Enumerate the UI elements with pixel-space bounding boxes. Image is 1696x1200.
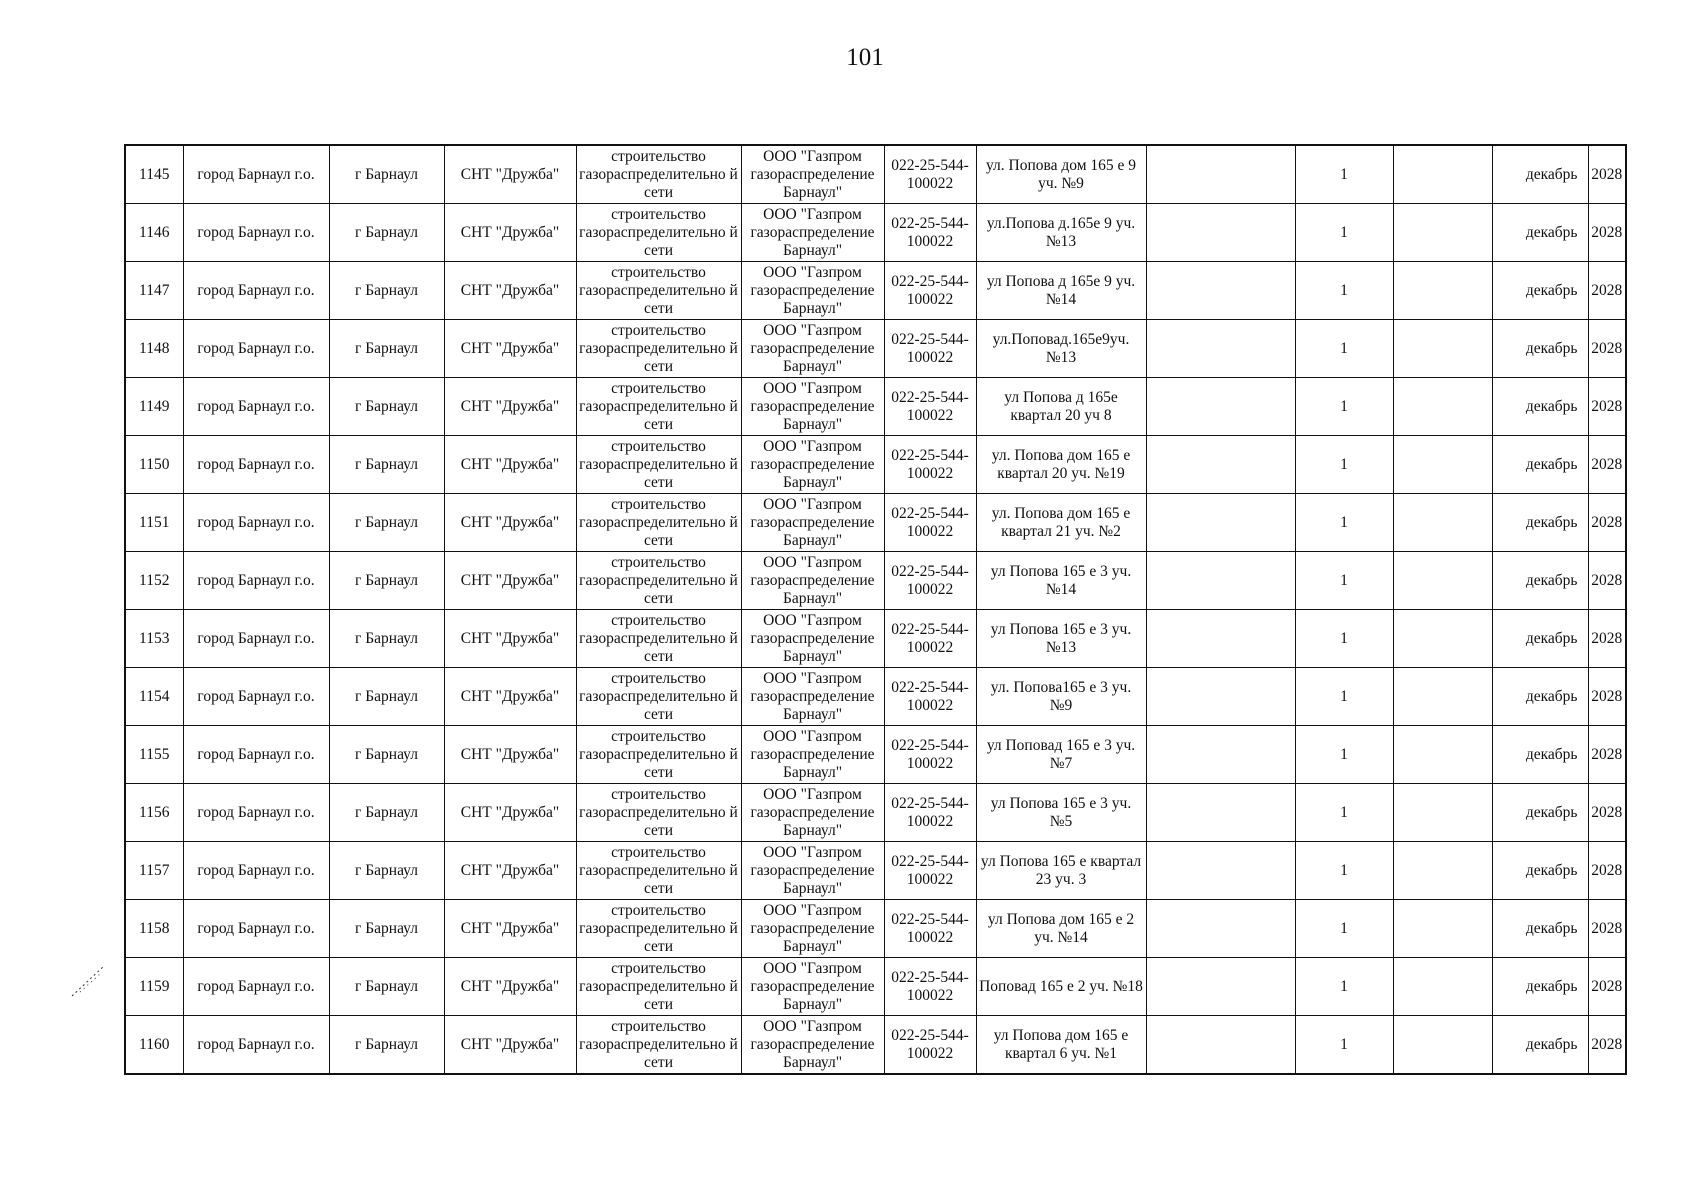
cell-municipality: город Барнаул г.о. xyxy=(183,262,329,320)
cell-quantity: 1 xyxy=(1295,262,1393,320)
cell-quantity: 1 xyxy=(1295,320,1393,378)
cell-code: 022-25-544-100022 xyxy=(884,204,976,262)
cell-year: 2028 xyxy=(1588,900,1626,958)
document-table-container xyxy=(124,144,1627,1075)
cell-work-type: строительство газораспределительно й сети xyxy=(576,610,741,668)
cell-empty-2 xyxy=(1393,610,1492,668)
cell-organization: ООО "Газпром газораспределение Барнаул" xyxy=(741,378,884,436)
cell-address: ул Поповад 165 е 3 уч. №7 xyxy=(976,726,1146,784)
cell-snt: СНТ "Дружба" xyxy=(444,610,576,668)
cell-month: декабрь xyxy=(1492,494,1588,552)
cell-number: 1158 xyxy=(125,900,183,958)
cell-year: 2028 xyxy=(1588,204,1626,262)
cell-empty-1 xyxy=(1146,842,1295,900)
cell-work-type: строительство газораспределительно й сети xyxy=(576,668,741,726)
cell-municipality: город Барнаул г.о. xyxy=(183,1016,329,1075)
cell-organization: ООО "Газпром газораспределение Барнаул" xyxy=(741,668,884,726)
cell-settlement: г Барнаул xyxy=(329,436,444,494)
cell-code: 022-25-544-100022 xyxy=(884,378,976,436)
cell-municipality: город Барнаул г.о. xyxy=(183,668,329,726)
cell-month: декабрь xyxy=(1492,668,1588,726)
cell-address: ул Попова дом 165 е 2 уч. №14 xyxy=(976,900,1146,958)
cell-snt: СНТ "Дружба" xyxy=(444,784,576,842)
cell-address: ул. Попова дом 165 е 9 уч. №9 xyxy=(976,145,1146,204)
cell-snt: СНТ "Дружба" xyxy=(444,1016,576,1075)
cell-number: 1150 xyxy=(125,436,183,494)
cell-address: ул Попова 165 е 3 уч. №5 xyxy=(976,784,1146,842)
table-body xyxy=(125,145,1626,1074)
cell-empty-1 xyxy=(1146,436,1295,494)
cell-empty-2 xyxy=(1393,958,1492,1016)
cell-organization: ООО "Газпром газораспределение Барнаул" xyxy=(741,726,884,784)
cell-code: 022-25-544-100022 xyxy=(884,958,976,1016)
cell-address: ул Попова 165 е квартал 23 уч. 3 xyxy=(976,842,1146,900)
cell-snt: СНТ "Дружба" xyxy=(444,958,576,1016)
cell-settlement: г Барнаул xyxy=(329,784,444,842)
cell-work-type: строительство газораспределительно й сети xyxy=(576,494,741,552)
cell-settlement: г Барнаул xyxy=(329,842,444,900)
table-row xyxy=(125,900,1626,958)
cell-empty-1 xyxy=(1146,1016,1295,1075)
cell-organization: ООО "Газпром газораспределение Барнаул" xyxy=(741,1016,884,1075)
cell-work-type: строительство газораспределительно й сети xyxy=(576,204,741,262)
cell-empty-1 xyxy=(1146,494,1295,552)
cell-empty-1 xyxy=(1146,320,1295,378)
cell-number: 1146 xyxy=(125,204,183,262)
cell-year: 2028 xyxy=(1588,494,1626,552)
table-row xyxy=(125,610,1626,668)
cell-settlement: г Барнаул xyxy=(329,378,444,436)
cell-number: 1159 xyxy=(125,958,183,1016)
cell-work-type: строительство газораспределительно й сети xyxy=(576,436,741,494)
cell-work-type: строительство газораспределительно й сети xyxy=(576,900,741,958)
cell-settlement: г Барнаул xyxy=(329,494,444,552)
cell-number: 1147 xyxy=(125,262,183,320)
cell-month: декабрь xyxy=(1492,1016,1588,1075)
cell-month: декабрь xyxy=(1492,726,1588,784)
cell-snt: СНТ "Дружба" xyxy=(444,378,576,436)
cell-empty-1 xyxy=(1146,552,1295,610)
cell-address: ул. Попова дом 165 е квартал 21 уч. №2 xyxy=(976,494,1146,552)
cell-settlement: г Барнаул xyxy=(329,900,444,958)
cell-municipality: город Барнаул г.о. xyxy=(183,436,329,494)
cell-organization: ООО "Газпром газораспределение Барнаул" xyxy=(741,320,884,378)
page-number: 101 xyxy=(846,44,884,71)
cell-municipality: город Барнаул г.о. xyxy=(183,958,329,1016)
cell-quantity: 1 xyxy=(1295,436,1393,494)
table-row xyxy=(125,262,1626,320)
cell-quantity: 1 xyxy=(1295,726,1393,784)
cell-snt: СНТ "Дружба" xyxy=(444,668,576,726)
cell-work-type: строительство газораспределительно й сети xyxy=(576,378,741,436)
cell-municipality: город Барнаул г.о. xyxy=(183,610,329,668)
cell-empty-2 xyxy=(1393,842,1492,900)
cell-address: ул.Попова д.165е 9 уч. №13 xyxy=(976,204,1146,262)
cell-work-type: строительство газораспределительно й сети xyxy=(576,726,741,784)
cell-month: декабрь xyxy=(1492,842,1588,900)
cell-address: ул. Попова165 е 3 уч. №9 xyxy=(976,668,1146,726)
cell-code: 022-25-544-100022 xyxy=(884,610,976,668)
cell-empty-1 xyxy=(1146,726,1295,784)
cell-code: 022-25-544-100022 xyxy=(884,842,976,900)
cell-settlement: г Барнаул xyxy=(329,204,444,262)
cell-code: 022-25-544-100022 xyxy=(884,552,976,610)
cell-address: ул. Попова дом 165 е квартал 20 уч. №19 xyxy=(976,436,1146,494)
cell-year: 2028 xyxy=(1588,145,1626,204)
cell-address: ул.Поповад.165е9уч. №13 xyxy=(976,320,1146,378)
cell-organization: ООО "Газпром газораспределение Барнаул" xyxy=(741,610,884,668)
cell-quantity: 1 xyxy=(1295,958,1393,1016)
cell-number: 1152 xyxy=(125,552,183,610)
cell-settlement: г Барнаул xyxy=(329,958,444,1016)
cell-snt: СНТ "Дружба" xyxy=(444,494,576,552)
cell-municipality: город Барнаул г.о. xyxy=(183,320,329,378)
cell-address: ул Попова дом 165 е квартал 6 уч. №1 xyxy=(976,1016,1146,1075)
cell-snt: СНТ "Дружба" xyxy=(444,900,576,958)
cell-work-type: строительство газораспределительно й сети xyxy=(576,784,741,842)
cell-code: 022-25-544-100022 xyxy=(884,1016,976,1075)
cell-address: ул Попова 165 е 3 уч. №13 xyxy=(976,610,1146,668)
cell-empty-2 xyxy=(1393,262,1492,320)
cell-empty-2 xyxy=(1393,1016,1492,1075)
cell-settlement: г Барнаул xyxy=(329,668,444,726)
cell-work-type: строительство газораспределительно й сети xyxy=(576,1016,741,1075)
cell-snt: СНТ "Дружба" xyxy=(444,262,576,320)
cell-quantity: 1 xyxy=(1295,552,1393,610)
cell-month: декабрь xyxy=(1492,378,1588,436)
cell-quantity: 1 xyxy=(1295,610,1393,668)
cell-organization: ООО "Газпром газораспределение Барнаул" xyxy=(741,552,884,610)
cell-month: декабрь xyxy=(1492,436,1588,494)
cell-year: 2028 xyxy=(1588,726,1626,784)
cell-municipality: город Барнаул г.о. xyxy=(183,900,329,958)
cell-address: ул Попова 165 е 3 уч. №14 xyxy=(976,552,1146,610)
cell-empty-2 xyxy=(1393,378,1492,436)
cell-month: декабрь xyxy=(1492,320,1588,378)
cell-snt: СНТ "Дружба" xyxy=(444,726,576,784)
cell-empty-1 xyxy=(1146,784,1295,842)
table-row xyxy=(125,204,1626,262)
cell-quantity: 1 xyxy=(1295,145,1393,204)
cell-quantity: 1 xyxy=(1295,842,1393,900)
table-row xyxy=(125,552,1626,610)
cell-number: 1154 xyxy=(125,668,183,726)
cell-empty-2 xyxy=(1393,668,1492,726)
cell-empty-2 xyxy=(1393,494,1492,552)
cell-organization: ООО "Газпром газораспределение Барнаул" xyxy=(741,262,884,320)
cell-quantity: 1 xyxy=(1295,204,1393,262)
cell-address: Поповад 165 е 2 уч. №18 xyxy=(976,958,1146,1016)
cell-municipality: город Барнаул г.о. xyxy=(183,204,329,262)
cell-number: 1151 xyxy=(125,494,183,552)
cell-month: декабрь xyxy=(1492,552,1588,610)
cell-settlement: г Барнаул xyxy=(329,552,444,610)
cell-code: 022-25-544-100022 xyxy=(884,436,976,494)
cell-empty-1 xyxy=(1146,958,1295,1016)
cell-settlement: г Барнаул xyxy=(329,726,444,784)
cell-month: декабрь xyxy=(1492,610,1588,668)
table-row xyxy=(125,784,1626,842)
cell-number: 1160 xyxy=(125,1016,183,1075)
table-row xyxy=(125,726,1626,784)
cell-month: декабрь xyxy=(1492,900,1588,958)
cell-work-type: строительство газораспределительно й сети xyxy=(576,262,741,320)
cell-snt: СНТ "Дружба" xyxy=(444,436,576,494)
cell-empty-2 xyxy=(1393,436,1492,494)
cell-snt: СНТ "Дружба" xyxy=(444,552,576,610)
cell-municipality: город Барнаул г.о. xyxy=(183,784,329,842)
cell-organization: ООО "Газпром газораспределение Барнаул" xyxy=(741,784,884,842)
cell-quantity: 1 xyxy=(1295,1016,1393,1075)
cell-year: 2028 xyxy=(1588,958,1626,1016)
cell-organization: ООО "Газпром газораспределение Барнаул" xyxy=(741,494,884,552)
cell-empty-1 xyxy=(1146,204,1295,262)
cell-year: 2028 xyxy=(1588,784,1626,842)
cell-work-type: строительство газораспределительно й сети xyxy=(576,958,741,1016)
cell-number: 1153 xyxy=(125,610,183,668)
cell-empty-1 xyxy=(1146,668,1295,726)
cell-year: 2028 xyxy=(1588,842,1626,900)
cell-empty-2 xyxy=(1393,726,1492,784)
cell-empty-2 xyxy=(1393,145,1492,204)
cell-snt: СНТ "Дружба" xyxy=(444,204,576,262)
cell-empty-1 xyxy=(1146,900,1295,958)
cell-year: 2028 xyxy=(1588,1016,1626,1075)
cell-quantity: 1 xyxy=(1295,378,1393,436)
cell-year: 2028 xyxy=(1588,378,1626,436)
cell-month: декабрь xyxy=(1492,958,1588,1016)
cell-work-type: строительство газораспределительно й сети xyxy=(576,145,741,204)
table-row xyxy=(125,958,1626,1016)
cell-year: 2028 xyxy=(1588,668,1626,726)
cell-organization: ООО "Газпром газораспределение Барнаул" xyxy=(741,958,884,1016)
cell-empty-1 xyxy=(1146,262,1295,320)
cell-organization: ООО "Газпром газораспределение Барнаул" xyxy=(741,436,884,494)
cell-empty-1 xyxy=(1146,145,1295,204)
cell-empty-1 xyxy=(1146,378,1295,436)
stray-mark-icon xyxy=(70,962,106,998)
cell-code: 022-25-544-100022 xyxy=(884,668,976,726)
cell-number: 1149 xyxy=(125,378,183,436)
cell-empty-2 xyxy=(1393,320,1492,378)
cell-settlement: г Барнаул xyxy=(329,1016,444,1075)
cell-code: 022-25-544-100022 xyxy=(884,262,976,320)
cell-empty-2 xyxy=(1393,784,1492,842)
cell-month: декабрь xyxy=(1492,784,1588,842)
cell-municipality: город Барнаул г.о. xyxy=(183,494,329,552)
cell-quantity: 1 xyxy=(1295,784,1393,842)
cell-municipality: город Барнаул г.о. xyxy=(183,378,329,436)
cell-organization: ООО "Газпром газораспределение Барнаул" xyxy=(741,145,884,204)
table-row xyxy=(125,145,1626,204)
cell-code: 022-25-544-100022 xyxy=(884,784,976,842)
cell-number: 1148 xyxy=(125,320,183,378)
cell-code: 022-25-544-100022 xyxy=(884,494,976,552)
cell-month: декабрь xyxy=(1492,204,1588,262)
cell-municipality: город Барнаул г.о. xyxy=(183,842,329,900)
cell-snt: СНТ "Дружба" xyxy=(444,145,576,204)
table-row xyxy=(125,668,1626,726)
cell-snt: СНТ "Дружба" xyxy=(444,320,576,378)
cell-empty-2 xyxy=(1393,204,1492,262)
cell-address: ул Попова д 165е квартал 20 уч 8 xyxy=(976,378,1146,436)
cell-number: 1156 xyxy=(125,784,183,842)
cell-code: 022-25-544-100022 xyxy=(884,145,976,204)
cell-snt: СНТ "Дружба" xyxy=(444,842,576,900)
cell-year: 2028 xyxy=(1588,320,1626,378)
cell-work-type: строительство газораспределительно й сети xyxy=(576,552,741,610)
cell-year: 2028 xyxy=(1588,436,1626,494)
table-row xyxy=(125,320,1626,378)
cell-quantity: 1 xyxy=(1295,900,1393,958)
table-row xyxy=(125,842,1626,900)
cell-organization: ООО "Газпром газораспределение Барнаул" xyxy=(741,900,884,958)
gasification-table xyxy=(124,144,1627,1075)
table-row xyxy=(125,378,1626,436)
cell-code: 022-25-544-100022 xyxy=(884,320,976,378)
table-row xyxy=(125,436,1626,494)
cell-settlement: г Барнаул xyxy=(329,610,444,668)
cell-number: 1145 xyxy=(125,145,183,204)
cell-municipality: город Барнаул г.о. xyxy=(183,145,329,204)
cell-organization: ООО "Газпром газораспределение Барнаул" xyxy=(741,204,884,262)
cell-month: декабрь xyxy=(1492,262,1588,320)
cell-code: 022-25-544-100022 xyxy=(884,900,976,958)
cell-number: 1157 xyxy=(125,842,183,900)
cell-settlement: г Барнаул xyxy=(329,262,444,320)
cell-year: 2028 xyxy=(1588,610,1626,668)
cell-settlement: г Барнаул xyxy=(329,145,444,204)
cell-municipality: город Барнаул г.о. xyxy=(183,726,329,784)
cell-code: 022-25-544-100022 xyxy=(884,726,976,784)
cell-number: 1155 xyxy=(125,726,183,784)
cell-year: 2028 xyxy=(1588,552,1626,610)
cell-quantity: 1 xyxy=(1295,668,1393,726)
cell-quantity: 1 xyxy=(1295,494,1393,552)
cell-work-type: строительство газораспределительно й сети xyxy=(576,320,741,378)
cell-organization: ООО "Газпром газораспределение Барнаул" xyxy=(741,842,884,900)
cell-month: декабрь xyxy=(1492,145,1588,204)
cell-year: 2028 xyxy=(1588,262,1626,320)
cell-empty-1 xyxy=(1146,610,1295,668)
cell-settlement: г Барнаул xyxy=(329,320,444,378)
cell-empty-2 xyxy=(1393,900,1492,958)
cell-work-type: строительство газораспределительно й сети xyxy=(576,842,741,900)
cell-empty-2 xyxy=(1393,552,1492,610)
cell-address: ул Попова д 165е 9 уч. №14 xyxy=(976,262,1146,320)
table-row xyxy=(125,494,1626,552)
cell-municipality: город Барнаул г.о. xyxy=(183,552,329,610)
table-row xyxy=(125,1016,1626,1075)
